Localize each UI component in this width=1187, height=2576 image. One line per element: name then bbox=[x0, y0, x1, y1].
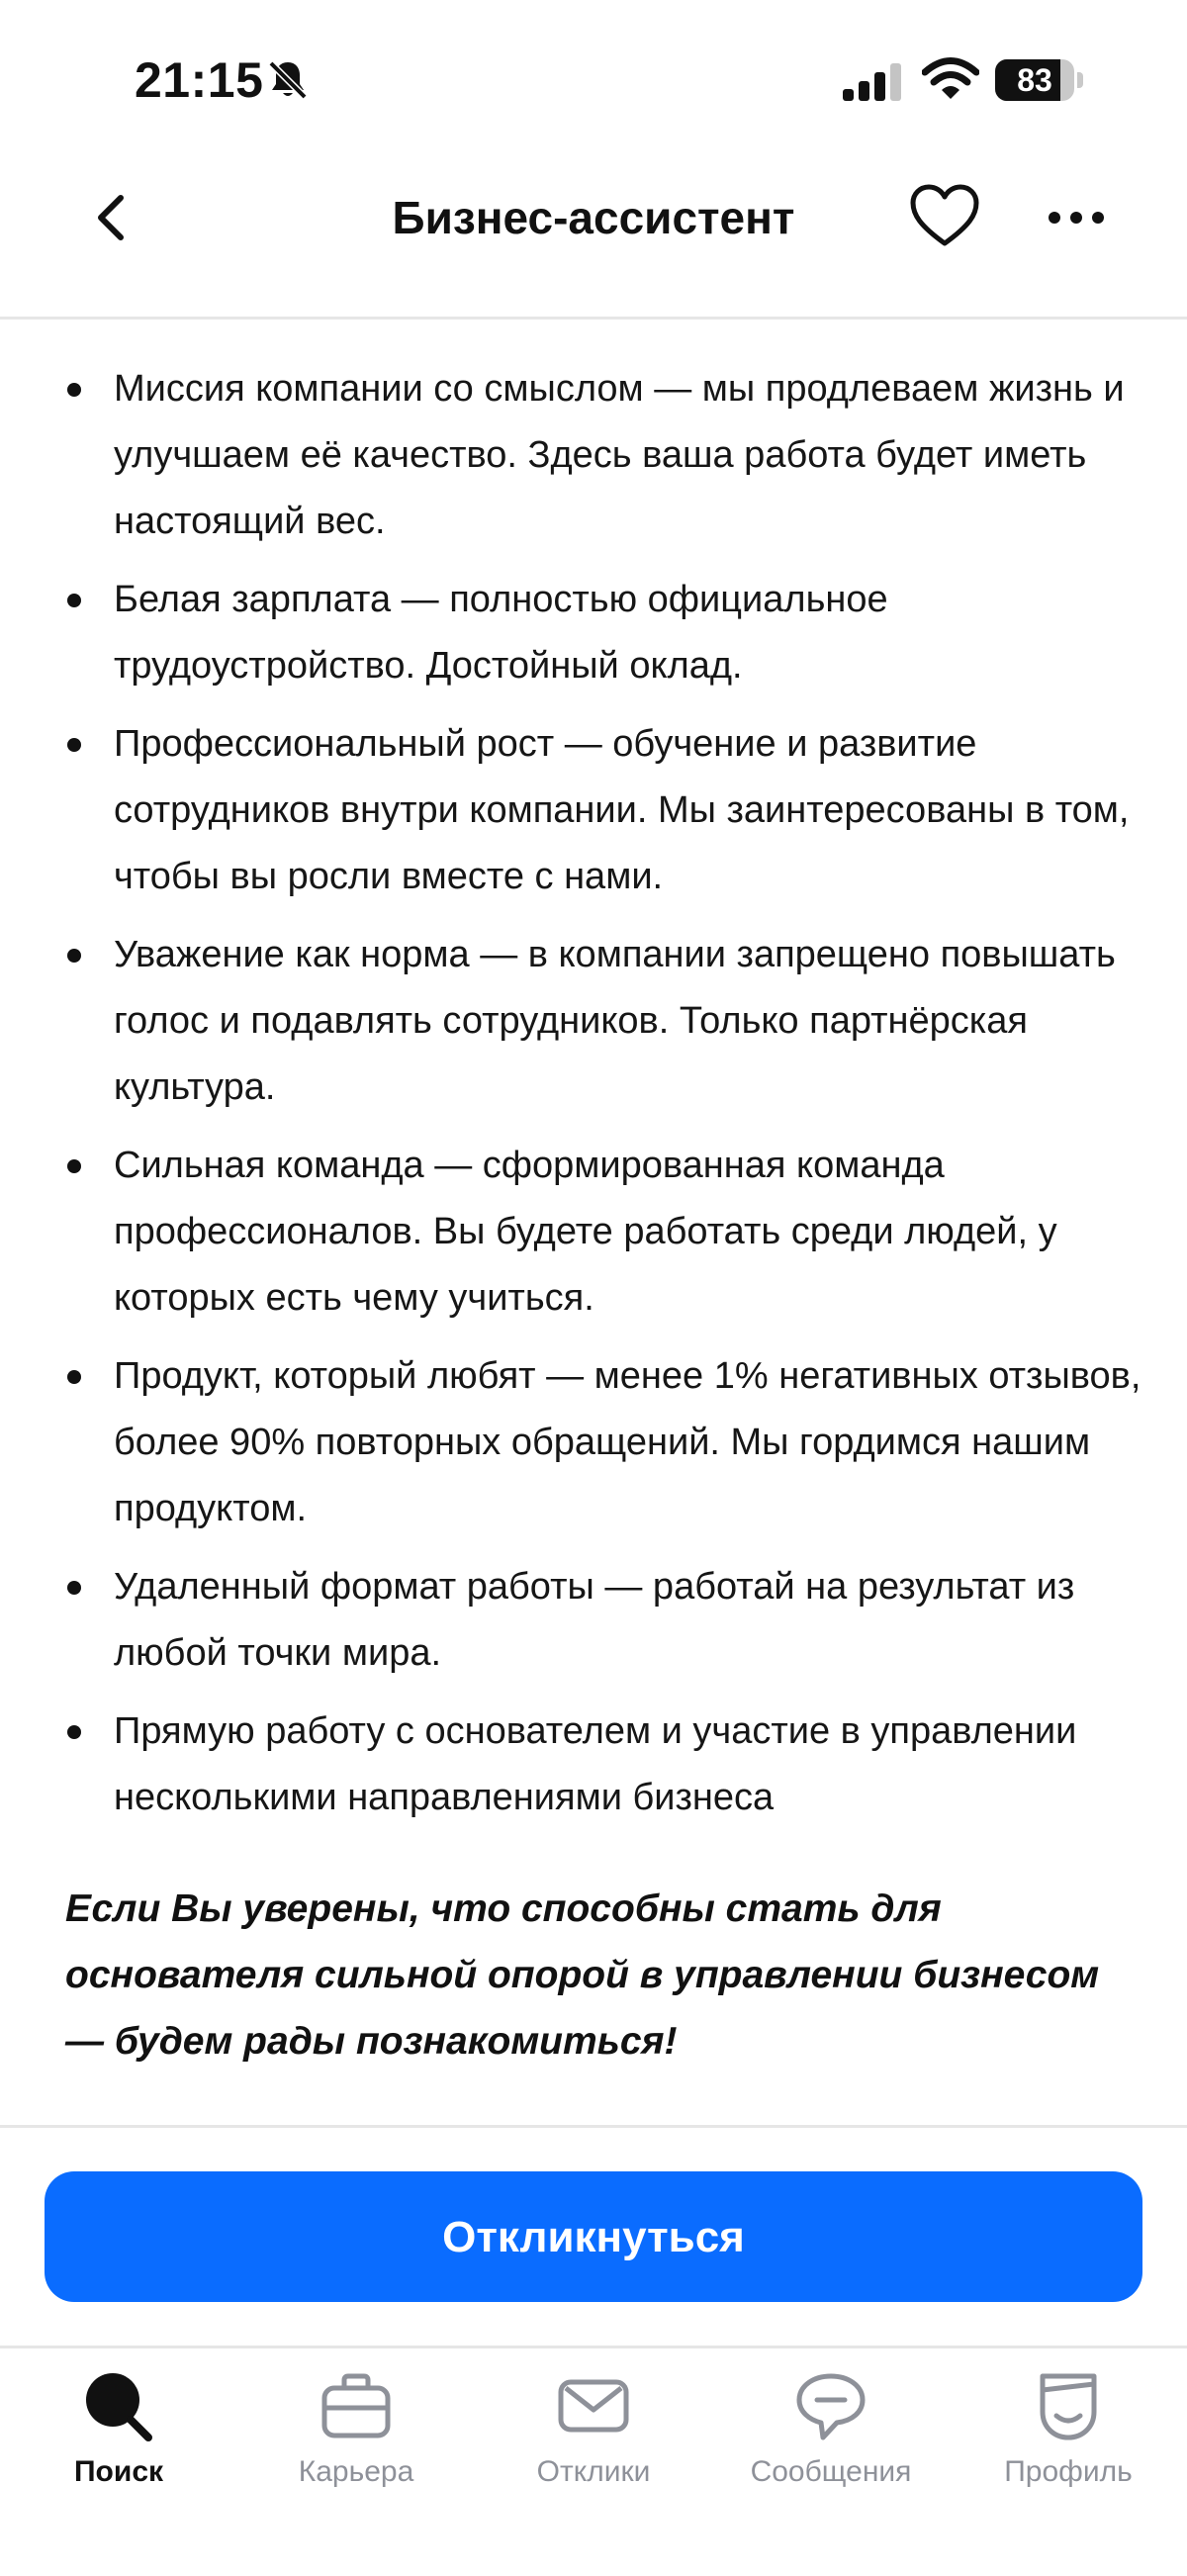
tab-label: Профиль bbox=[1004, 2455, 1133, 2488]
battery-level: 83 bbox=[1017, 62, 1052, 98]
search-icon bbox=[81, 2368, 156, 2443]
list-item bbox=[0, 1699, 1187, 1831]
briefcase-icon bbox=[319, 2368, 394, 2443]
list-item-text: Профессиональный рост — обучение и развитие сотрудников внутри компании. Мы заинтересованы в том, чтобы вы росли вместе с нами. bbox=[114, 723, 1130, 897]
tab-search[interactable] bbox=[0, 2368, 237, 2489]
battery-icon bbox=[995, 59, 1084, 101]
list-item-text: Продукт, который любят — менее 1% негативных отзывов, более 90% повторных обращений. Мы гордимся нашим продуктом. bbox=[114, 1355, 1141, 1529]
apply-bar bbox=[0, 2125, 1187, 2348]
vacancy-description bbox=[0, 356, 1187, 1843]
tab-label: Карьера bbox=[298, 2455, 414, 2488]
bullet bbox=[67, 1370, 81, 1384]
list-item bbox=[0, 1133, 1187, 1332]
bullet bbox=[67, 1725, 81, 1739]
tab-career[interactable] bbox=[237, 2368, 475, 2489]
tab-messages[interactable] bbox=[712, 2368, 950, 2489]
benefits-list bbox=[0, 356, 1187, 1831]
list-item-text: Уважение как норма — в компании запрещено повышать голос и подавлять сотрудников. Только партнёрская культура. bbox=[114, 934, 1116, 1108]
closing-text: Если Вы уверены, что способны стать для основателя сильной опорой в управлении бизнесом — будем рады познакомиться! bbox=[65, 1887, 1100, 2063]
wifi-icon bbox=[922, 57, 979, 101]
status-bar bbox=[0, 0, 1187, 158]
list-item-text: Белая зарплата — полностью официальное трудоустройство. Достойный оклад. bbox=[114, 579, 888, 687]
chat-bubble-icon bbox=[793, 2368, 868, 2443]
list-item bbox=[0, 922, 1187, 1121]
cellular-signal-icon bbox=[841, 61, 902, 101]
tab-responses[interactable] bbox=[475, 2368, 712, 2489]
nav-header bbox=[0, 158, 1187, 320]
envelope-icon bbox=[556, 2368, 631, 2443]
bullet bbox=[67, 949, 81, 963]
profile-icon bbox=[1031, 2368, 1106, 2443]
list-item bbox=[0, 567, 1187, 699]
chevron-left-icon[interactable] bbox=[83, 182, 138, 253]
more-icon[interactable] bbox=[1045, 194, 1108, 241]
apply-button[interactable]: Откликнуться bbox=[45, 2171, 1142, 2302]
tab-label: Поиск bbox=[73, 2455, 164, 2488]
tab-profile[interactable] bbox=[950, 2368, 1187, 2489]
list-item bbox=[0, 1554, 1187, 1687]
list-item-text: Миссия компании со смыслом — мы продлеваем жизнь и улучшаем её качество. Здесь ваша работа будет иметь настоящий вес. bbox=[114, 368, 1125, 542]
tab-bar bbox=[0, 2346, 1187, 2576]
tab-label: Сообщения bbox=[750, 2455, 912, 2488]
bell-slash-icon bbox=[265, 57, 311, 103]
status-time: 21:15 bbox=[135, 52, 264, 108]
list-item-text: Удаленный формат работы — работай на результат из любой точки мира. bbox=[114, 1566, 1075, 1674]
list-item-text: Сильная команда — сформированная команда профессионалов. Вы будете работать среди людей, у которых есть чему учиться. bbox=[114, 1145, 1057, 1319]
list-item bbox=[0, 711, 1187, 910]
page-title: Бизнес-ассистент bbox=[392, 192, 795, 243]
list-item bbox=[0, 1343, 1187, 1542]
bullet bbox=[67, 1159, 81, 1173]
tab-label: Отклики bbox=[536, 2455, 651, 2488]
bullet bbox=[67, 383, 81, 397]
bullet bbox=[67, 1581, 81, 1595]
bullet bbox=[67, 738, 81, 752]
bullet bbox=[67, 594, 81, 607]
list-item bbox=[0, 356, 1187, 555]
list-item-text: Прямую работу с основателем и участие в управлении несколькими направлениями бизнеса bbox=[114, 1710, 1077, 1818]
heart-icon[interactable] bbox=[908, 182, 981, 251]
